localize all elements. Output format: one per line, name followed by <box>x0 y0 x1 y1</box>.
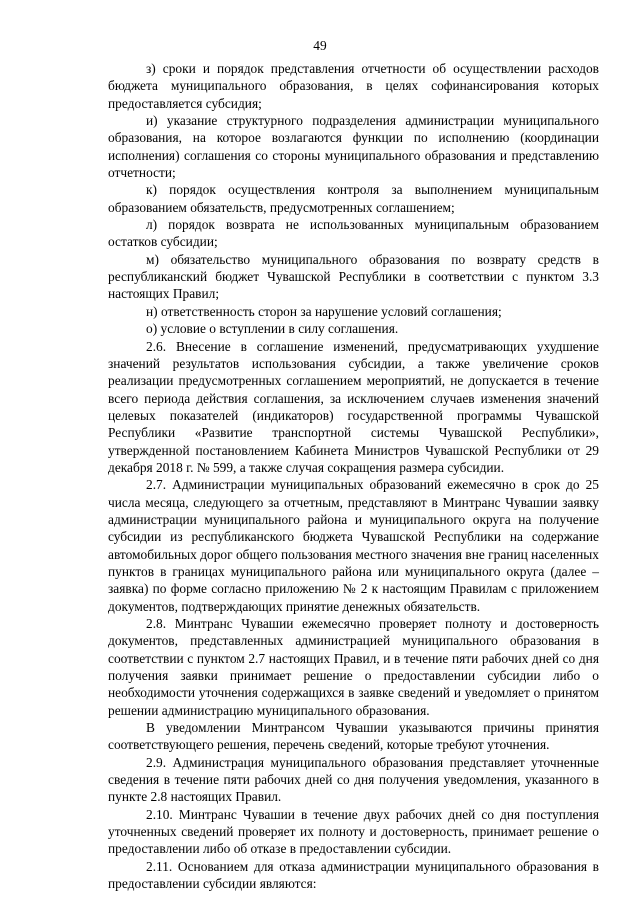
paragraph-z: з) сроки и порядок представления отчетности об осуществлении расходов бюджета муниципального образования, в целях софинансирования которых предоставляется субсидия; <box>108 61 599 111</box>
paragraph-2-9: 2.9. Администрация муниципального образования представляет уточненные сведения в течение пяти рабочих дней со дня получения уведомления, указанного в пункте 2.8 настоящих Правил. <box>108 754 599 805</box>
paragraph-2-11: 2.11. Основанием для отказа администрации муниципального образования в предоставлении субсидии являются: <box>108 858 599 892</box>
document-body <box>108 60 599 893</box>
paragraph-n: н) ответственность сторон за нарушение условий соглашения; <box>146 303 502 319</box>
paragraph-l: л) порядок возврата не использованных муниципальным образованием остатков субсидии; <box>108 217 599 250</box>
paragraph-k: к) порядок осуществления контроля за выполнением муниципальным образованием обязательств, предусмотренных соглашением; <box>108 182 599 215</box>
paragraph-2-10: 2.10. Минтранс Чувашии в течение двух рабочих дней со дня поступления уточненных сведений проверяет их полноту и достоверность, принимает решение о предоставлении либо об отказе в предоставлении субсидии. <box>108 806 599 857</box>
paragraph-notification: В уведомлении Минтрансом Чувашии указываются причины принятия соответствующего решения, перечень сведений, которые требуют уточнения. <box>108 720 599 753</box>
paragraph-2-8: 2.8. Минтранс Чувашии ежемесячно проверяет полноту и достоверность документов, представленных администрацией муниципального образования в соответствии с пунктом 2.7 настоящих Правил, и в течение пяти рабочих дней со дня получения заявки принимает решение о предоставлении субсидии либо о необходимости уточнения содержащихся в заявке сведений и уведомляет о принятом решении администрацию муниципального образования. <box>108 616 599 718</box>
paragraph-m: м) обязательство муниципального образования по возврату средств в республиканский бюджет Чувашской Республики в соответствии с пунктом 3.3 настоящих Правил; <box>108 251 599 302</box>
page-number: 49 <box>313 38 327 53</box>
paragraph-o: о) условие о вступлении в силу соглашения. <box>146 321 399 337</box>
paragraph-2-6: 2.6. Внесение в соглашение изменений, предусматривающих ухудшение значений результатов использования субсидии, а также увеличение сроков реализации предусмотренных соглашением мероприятий, не допускается в течение всего периода действия соглашения, за исключением случаев изменения значений целевых показателей (индикаторов) государственной программы Чувашской Республики «Развитие транспортной системы Чувашской Республики», утвержденной постановлением Кабинета Министров Чувашской Республики от 29 декабря 2018 г. № 599, а также случая сокращения размера субсидии. <box>108 338 599 475</box>
paragraph-i: и) указание структурного подразделения администрации муниципального образования, на которое возлагаются функции по исполнению (координации исполнения) соглашения со стороны муниципального образования и представлению отчетности; <box>108 113 599 181</box>
paragraph-2-7: 2.7. Администрации муниципальных образований ежемесячно в срок до 25 числа месяца, следующего за отчетным, представляют в Минтранс Чувашии заявку администрации муниципального района и муниципального округа на получение субсидии из республиканского бюджета Чувашской Республики на содержание автомобильных дорог общего пользования местного значения вне границ населенных пунктов в границах муниципального района или муниципального округа (далее – заявка) по форме согласно приложению № 2 к настоящим Правилам с приложением документов, подтверждающих принятие денежных обязательств. <box>108 477 599 614</box>
